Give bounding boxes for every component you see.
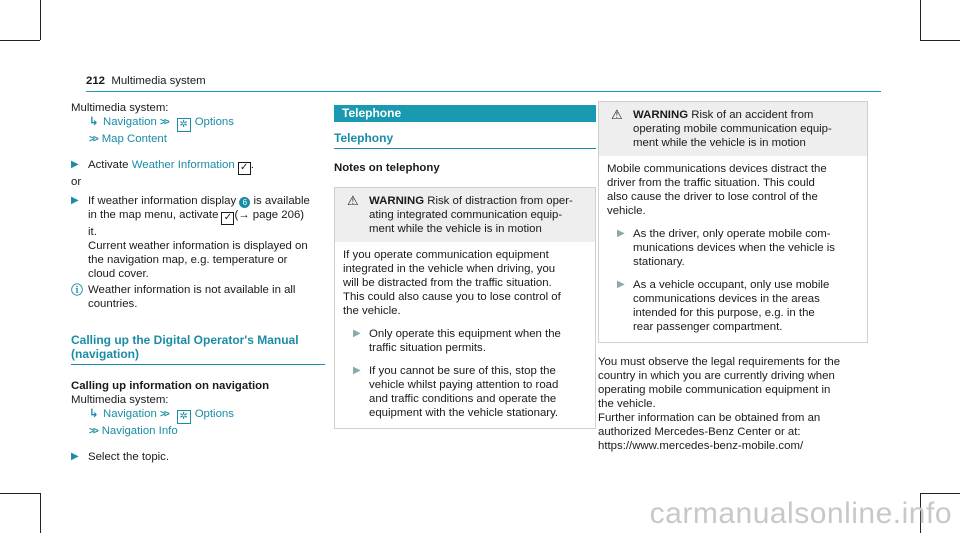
nav-link-navigation-info[interactable]: Navigation Info bbox=[101, 425, 178, 437]
step-arrow-icon: ▶ bbox=[353, 365, 361, 376]
checkbox-icon: ✓ bbox=[221, 212, 234, 225]
legal-paragraph bbox=[598, 355, 868, 453]
warning-text: will be distracted from the traffic situation. bbox=[343, 277, 552, 289]
nav-link-options[interactable]: Options bbox=[194, 408, 234, 420]
nav-link-map-content[interactable]: Map Content bbox=[101, 133, 167, 145]
step-text: the navigation map, e.g. temperature or bbox=[88, 254, 288, 266]
chevron-icon: >> bbox=[160, 409, 168, 420]
nav-link-options[interactable]: Options bbox=[194, 116, 234, 128]
nav-link-navigation[interactable]: Navigation bbox=[103, 408, 157, 420]
step-text: intended for this purpose, e.g. in the bbox=[633, 307, 815, 319]
step-select-topic bbox=[71, 450, 327, 464]
step-arrow-icon: ▶ bbox=[71, 451, 79, 462]
paragraph-text: operating mobile communication equipment in bbox=[598, 384, 831, 396]
warning-text: vehicle. bbox=[607, 205, 646, 217]
title-rule bbox=[334, 148, 596, 149]
subsection-title: Calling up information on navigation bbox=[71, 380, 270, 392]
step-text: rear passenger compartment. bbox=[633, 321, 783, 333]
crop-mark bbox=[920, 40, 960, 41]
nav-link-navigation[interactable]: Navigation bbox=[103, 116, 157, 128]
warning-text: ment while the vehicle is in motion bbox=[633, 137, 806, 149]
nav2-path-line1 bbox=[71, 407, 327, 424]
warning-step bbox=[607, 278, 859, 334]
column-right bbox=[598, 101, 868, 453]
column-middle bbox=[334, 101, 596, 429]
warning-header bbox=[599, 102, 867, 156]
watermark: carmanualsonline.info bbox=[649, 497, 952, 530]
return-arrow-icon: ↳ bbox=[89, 408, 99, 420]
chevron-icon: >> bbox=[89, 426, 97, 437]
warning-text: integrated in the vehicle when driving, you bbox=[343, 263, 556, 275]
nav2-path-line2 bbox=[71, 424, 327, 439]
warning-step bbox=[607, 227, 859, 269]
paragraph-text: the vehicle. bbox=[598, 398, 656, 410]
step-text: communications devices in the areas bbox=[633, 293, 820, 305]
nav2-intro: Multimedia system: bbox=[71, 394, 169, 406]
step-text: munications devices when the vehicle is bbox=[633, 242, 835, 254]
nav-path-line2 bbox=[71, 132, 327, 147]
crop-mark bbox=[920, 493, 960, 494]
page-reference: (→ page 206) bbox=[234, 209, 305, 221]
step-text: equipment with the vehicle stationary. bbox=[369, 407, 559, 419]
section-rule bbox=[71, 364, 325, 365]
url-text[interactable]: https://www.mercedes-benz-mobile.com/ bbox=[598, 440, 804, 452]
warning-header bbox=[335, 188, 595, 242]
warning-box bbox=[334, 187, 596, 429]
notes-title: Notes on telephony bbox=[334, 162, 440, 174]
warning-label: WARNING bbox=[633, 109, 689, 121]
page-number: 212 bbox=[86, 75, 106, 87]
step-arrow-icon: ▶ bbox=[353, 328, 361, 339]
step-arrow-icon: ▶ bbox=[617, 279, 625, 290]
warning-text: also cause the driver to lose control of the bbox=[607, 191, 818, 203]
step-text: in the map menu, activate bbox=[88, 209, 219, 221]
step-text: As a vehicle occupant, only use mobile bbox=[633, 279, 830, 291]
warning-text: If you operate communication equipment bbox=[343, 249, 549, 261]
info-icon: ⓘ bbox=[71, 283, 84, 297]
chevron-icon: >> bbox=[89, 134, 97, 145]
paragraph-text: Further information can be obtained from an bbox=[598, 412, 821, 424]
info-note bbox=[71, 283, 327, 311]
step-text: it. bbox=[88, 226, 97, 238]
nav-intro: Multimedia system: bbox=[71, 102, 169, 114]
step-weather-display bbox=[71, 194, 327, 281]
nav-path-line1 bbox=[71, 115, 327, 132]
column-left bbox=[71, 101, 327, 464]
step-arrow-icon: ▶ bbox=[71, 159, 79, 170]
header-section: Multimedia system bbox=[111, 75, 206, 87]
info-text: countries. bbox=[88, 298, 138, 310]
warning-text: Mobile communications devices distract the bbox=[607, 163, 827, 175]
warning-text: Risk of an accident from bbox=[691, 109, 814, 121]
step-text: Current weather information is displayed on bbox=[88, 240, 308, 252]
step-text: and traffic conditions and operate the bbox=[369, 393, 557, 405]
page-header bbox=[86, 74, 206, 88]
step-text: Only operate this equipment when the bbox=[369, 328, 561, 340]
gear-icon: ✲ bbox=[177, 410, 191, 424]
weather-information-link[interactable]: Weather Information bbox=[131, 159, 235, 171]
warning-text: operating mobile communication equip- bbox=[633, 123, 832, 135]
header-rule bbox=[86, 91, 881, 92]
warning-step bbox=[343, 327, 587, 355]
step-text: . bbox=[250, 159, 254, 171]
or-label: or bbox=[71, 176, 82, 188]
warning-text: ment while the vehicle is in motion bbox=[369, 223, 542, 235]
step-text: stationary. bbox=[633, 256, 685, 268]
paragraph-text: country in which you are currently driving when bbox=[598, 370, 835, 382]
section-title: Calling up the Digital Operator's Manual bbox=[71, 333, 299, 347]
warning-text: the vehicle. bbox=[343, 305, 401, 317]
number-badge-icon: 6 bbox=[239, 197, 250, 208]
chevron-icon: >> bbox=[160, 117, 168, 128]
gear-icon: ✲ bbox=[177, 118, 191, 132]
crop-mark bbox=[40, 0, 41, 40]
step-text: is available bbox=[253, 195, 310, 207]
step-text: cloud cover. bbox=[88, 268, 149, 280]
warning-body bbox=[599, 156, 867, 342]
step-text: vehicle whilst paying attention to road bbox=[369, 379, 559, 391]
crop-mark bbox=[0, 40, 40, 41]
step-text: Activate bbox=[88, 159, 132, 171]
return-arrow-icon: ↳ bbox=[89, 116, 99, 128]
warning-text: driver from the traffic situation. This could bbox=[607, 177, 815, 189]
crop-mark bbox=[0, 493, 40, 494]
paragraph-text: You must observe the legal requirements for the bbox=[598, 356, 841, 368]
step-activate-weather bbox=[71, 158, 327, 175]
crop-mark bbox=[920, 0, 921, 40]
chapter-band: Telephone bbox=[334, 105, 596, 122]
warning-label: WARNING bbox=[369, 195, 425, 207]
section-title: (navigation) bbox=[71, 347, 139, 361]
warning-text: This could also cause you to lose control of bbox=[343, 291, 561, 303]
step-arrow-icon: ▶ bbox=[617, 228, 625, 239]
warning-box bbox=[598, 101, 868, 343]
warning-step bbox=[343, 364, 587, 420]
warning-triangle-icon: ⚠ bbox=[611, 107, 623, 122]
warning-text: ating integrated communication equip- bbox=[369, 209, 563, 221]
step-arrow-icon: ▶ bbox=[71, 195, 79, 206]
step-text: As the driver, only operate mobile com- bbox=[633, 228, 831, 240]
step-text: If weather information display bbox=[88, 195, 237, 207]
step-text: Select the topic. bbox=[88, 451, 170, 463]
step-text: traffic situation permits. bbox=[369, 342, 486, 354]
warning-text: Risk of distraction from oper- bbox=[427, 195, 573, 207]
paragraph-text: authorized Mercedes-Benz Center or at: bbox=[598, 426, 801, 438]
chapter-title: Telephony bbox=[334, 131, 394, 145]
warning-body bbox=[335, 242, 595, 428]
warning-triangle-icon: ⚠ bbox=[347, 193, 359, 208]
info-text: Weather information is not available in all bbox=[88, 284, 296, 296]
step-text: If you cannot be sure of this, stop the bbox=[369, 365, 556, 377]
section-heading bbox=[71, 333, 327, 365]
checkbox-icon: ✓ bbox=[238, 162, 251, 175]
crop-mark bbox=[40, 493, 41, 533]
